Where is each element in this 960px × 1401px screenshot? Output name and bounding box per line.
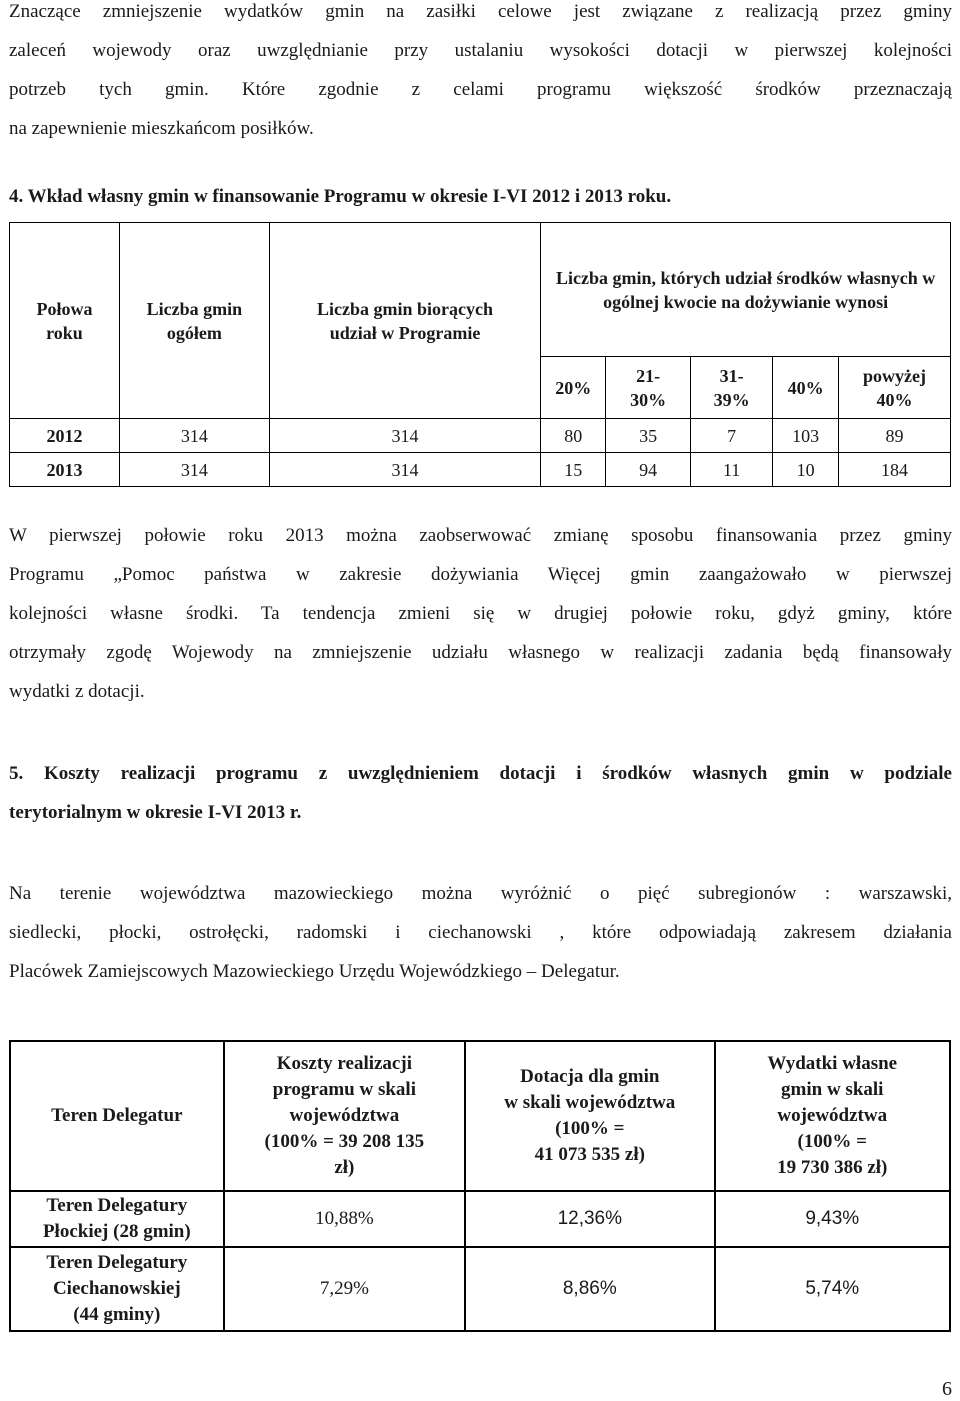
header-line: (100% = 39 208 135 [264,1131,425,1152]
area-line: Teren Delegatury [46,1252,188,1273]
row-costs: 7,29% [224,1247,465,1331]
row-total: 314 [119,453,269,487]
row-b31-39: 11 [691,453,773,487]
row-year: 2012 [10,419,120,453]
header-area: Teren Delegatur [10,1041,224,1191]
text-line: siedlecki, płocki, ostrołęcki, radomski i ciechanowski , które odpowiadają zakresem działania [9,922,952,943]
header-line: zł) [334,1157,355,1178]
row-own: 9,43% [715,1191,951,1247]
header-line: programu w skali [272,1079,416,1100]
row-b20: 80 [541,419,606,453]
row-b40: 10 [773,453,839,487]
paragraph-3 [9,874,952,991]
row-participating: 314 [269,453,541,487]
paragraph-2 [9,516,952,711]
header-bucket-40: 40% [773,357,839,419]
heading-line: 5. Koszty realizacji programu z uwzględnieniem dotacji i środków własnych gmin w podziale [9,763,952,784]
row-total: 314 [119,419,269,453]
row-own: 5,74% [715,1247,951,1331]
row-b21-30: 35 [606,419,691,453]
row-area [10,1191,224,1247]
header-costs [224,1041,465,1191]
regional-costs-table [9,1040,951,1332]
text-line: na zapewnienie mieszkańcom posiłków. [9,118,314,139]
row-above40: 89 [839,419,951,453]
header-half-year: Połowa roku [10,223,120,419]
text-line: kolejności własne środki. Ta tendencja zmieni się w drugiej połowie roku, gdyż gminy, które [9,603,952,624]
header-line: Wydatki własne [767,1053,898,1074]
text-line: W pierwszej połowie roku 2013 można zaobserwować zmianę sposobu finansowania przez gminy [9,525,952,546]
heading-line: terytorialnym w okresie I-VI 2013 r. [9,802,302,823]
row-b40: 103 [773,419,839,453]
header-total: Liczba gmin ogółem [119,223,269,419]
contribution-table [9,222,951,487]
row-costs: 10,88% [224,1191,465,1247]
text-line: Placówek Zamiejscowych Mazowieckiego Urzędu Wojewódzkiego – Delegatur. [9,961,620,982]
row-participating: 314 [269,419,541,453]
section-5-heading [9,754,952,832]
header-line: (100% = [555,1118,625,1139]
text-line: Znaczące zmniejszenie wydatków gmin na zasiłki celowe jest związane z realizacją przez gminy [9,1,952,22]
text-line: zaleceń wojewody oraz uwzględnianie przy ustalaniu wysokości dotacji w pierwszej kolejności [9,40,952,61]
text-line: wydatki z dotacji. [9,681,145,702]
section-4-heading: 4. Wkład własny gmin w finansowanie Programu w okresie I-VI 2012 i 2013 roku. [9,186,672,207]
header-bucket-31-39: 31-39% [691,357,773,419]
header-bucket-21-30: 21-30% [606,357,691,419]
header-share-group: Liczba gmin, których udział środków własnych w ogólnej kwocie na dożywianie wynosi [541,223,951,357]
header-participating: Liczba gmin biorących udział w Programie [269,223,541,419]
text-line: potrzeb tych gmin. Które zgodnie z celami programu większość środków przeznaczają [9,79,952,100]
row-subsidy: 12,36% [465,1191,714,1247]
row-b20: 15 [541,453,606,487]
area-line: Płockiej (28 gmin) [42,1221,191,1242]
header-line: Dotacja dla gmin [520,1066,660,1087]
header-subsidy [465,1041,714,1191]
area-line: Ciechanowskiej [52,1278,181,1299]
header-line: w skali województwa [504,1092,676,1113]
row-subsidy: 8,86% [465,1247,714,1331]
text-line: Programu „Pomoc państwa w zakresie dożywiania Więcej gmin zaangażowało w pierwszej [9,564,952,585]
page-number: 6 [942,1378,952,1400]
text-line: Na terenie województwa mazowieckiego można wyróżnić o pięć subregionów : warszawski, [9,883,952,904]
row-above40: 184 [839,453,951,487]
text-line: otrzymały zgodę Wojewody na zmniejszenie udziału własnego w realizacji zadania będą finansowały [9,642,952,663]
header-line: (100% = [797,1131,867,1152]
row-b31-39: 7 [691,419,773,453]
header-bucket-20: 20% [541,357,606,419]
header-line: Koszty realizacji [276,1053,412,1074]
header-own [715,1041,951,1191]
header-line: województwa [777,1105,888,1126]
header-line: gmin w skali [781,1079,884,1100]
header-line: województwa [289,1105,400,1126]
area-line: Teren Delegatury [46,1195,188,1216]
header-line: 41 073 535 zł) [534,1144,645,1165]
header-bucket-above-40: powyżej 40% [839,357,951,419]
intro-paragraph [9,0,952,148]
row-b21-30: 94 [606,453,691,487]
row-year: 2013 [10,453,120,487]
header-line: 19 730 386 zł) [777,1157,888,1178]
area-line: (44 gminy) [73,1304,161,1325]
row-area [10,1247,224,1331]
